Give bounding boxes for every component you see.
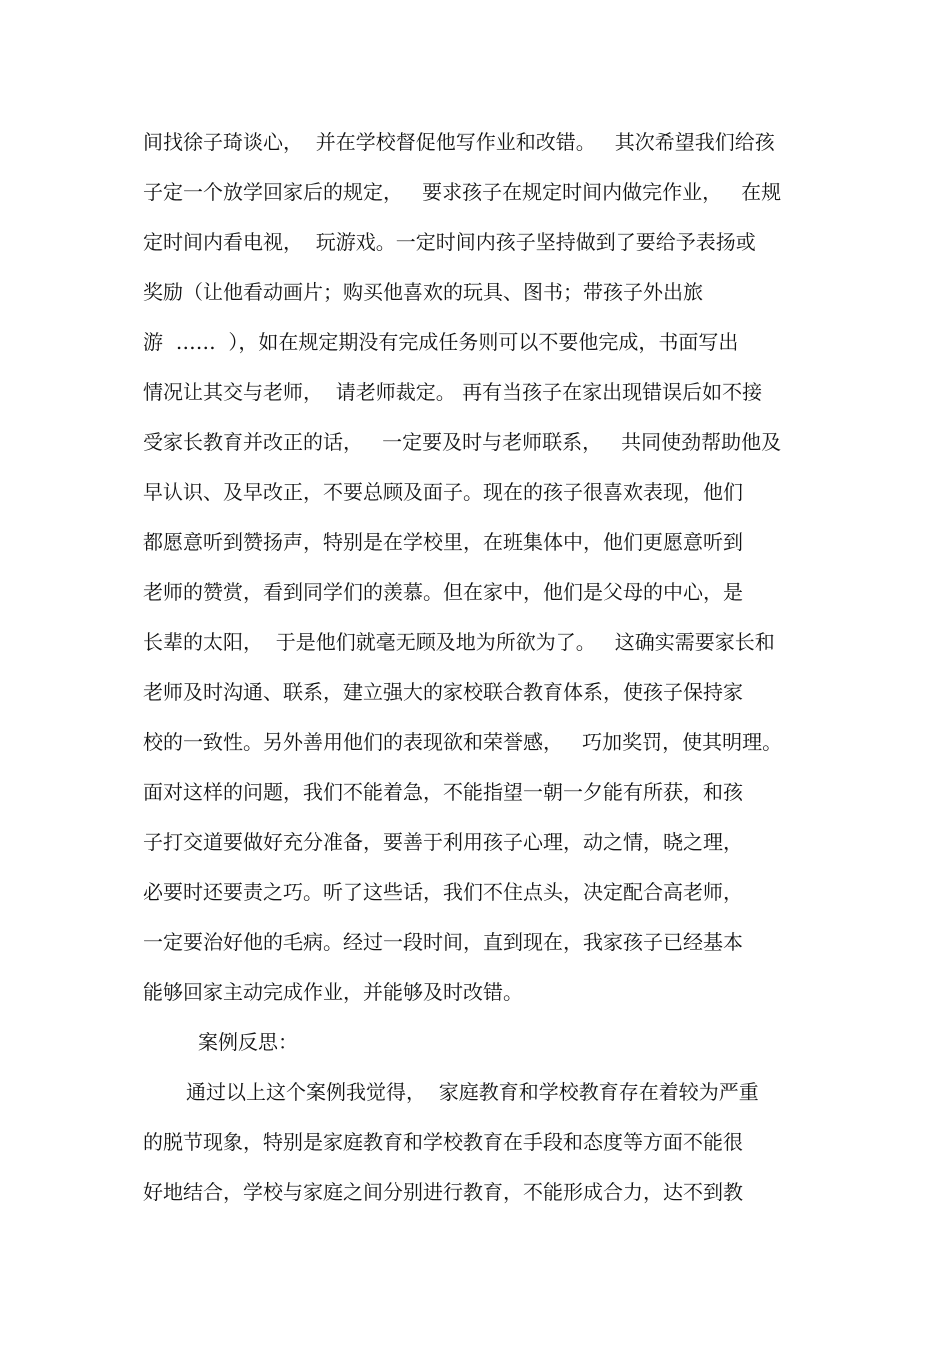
reflection-line-2: 的脱节现象，特别是家庭教育和学校教育在手段和态度等方面不能很 xyxy=(143,1130,743,1154)
body-line-18: 能够回家主动完成作业，并能够及时改错。 xyxy=(143,980,523,1004)
reflection-line-1: 通过以上这个案例我觉得， 家庭教育和学校教育存在着较为严重 xyxy=(186,1080,759,1104)
body-line-5: 游 …… ），如在规定期没有完成任务则可以不要他完成，书面写出 xyxy=(143,330,739,354)
body-line-11: 长辈的太阳， 于是他们就毫无顾及地为所欲为了。 这确实需要家长和 xyxy=(143,630,775,654)
body-line-15: 子打交道要做好充分准备，要善于利用孩子心理，动之情，晓之理， xyxy=(143,830,743,854)
body-line-14: 面对这样的问题，我们不能着急，不能指望一朝一夕能有所获，和孩 xyxy=(143,780,743,804)
body-line-16: 必要时还要责之巧。听了这些话，我们不住点头，决定配合高老师， xyxy=(143,880,743,904)
body-line-2: 子定一个放学回家后的规定， 要求孩子在规定时间内做完作业， 在规 xyxy=(143,180,782,204)
body-line-8: 早认识、及早改正，不要总顾及面子。现在的孩子很喜欢表现，他们 xyxy=(143,480,743,504)
body-line-13: 校的一致性。另外善用他们的表现欲和荣誉感， 巧加奖罚，使其明理。 xyxy=(143,730,783,754)
body-line-7: 受家长教育并改正的话， 一定要及时与老师联系， 共同使劲帮助他及 xyxy=(143,430,782,454)
body-line-4: 奖励（让他看动画片；购买他喜欢的玩具、图书；带孩子外出旅 xyxy=(143,280,703,304)
body-line-6: 情况让其交与老师， 请老师裁定。 再有当孩子在家出现错误后如不接 xyxy=(143,380,763,404)
body-line-3: 定时间内看电视， 玩游戏。一定时间内孩子坚持做到了要给予表扬或 xyxy=(143,230,756,254)
reflection-line-3: 好地结合，学校与家庭之间分别进行教育，不能形成合力，达不到教 xyxy=(143,1180,743,1204)
reflection-heading: 案例反思： xyxy=(198,1030,298,1054)
body-line-10: 老师的赞赏，看到同学们的羡慕。但在家中，他们是父母的中心，是 xyxy=(143,580,743,604)
body-line-9: 都愿意听到赞扬声，特别是在学校里，在班集体中，他们更愿意听到 xyxy=(143,530,743,554)
body-line-1: 间找徐子琦谈心， 并在学校督促他写作业和改错。 其次希望我们给孩 xyxy=(143,130,775,154)
document-body xyxy=(143,120,823,1220)
body-line-12: 老师及时沟通、联系，建立强大的家校联合教育体系，使孩子保持家 xyxy=(143,680,743,704)
body-line-17: 一定要治好他的毛病。经过一段时间，直到现在，我家孩子已经基本 xyxy=(143,930,743,954)
